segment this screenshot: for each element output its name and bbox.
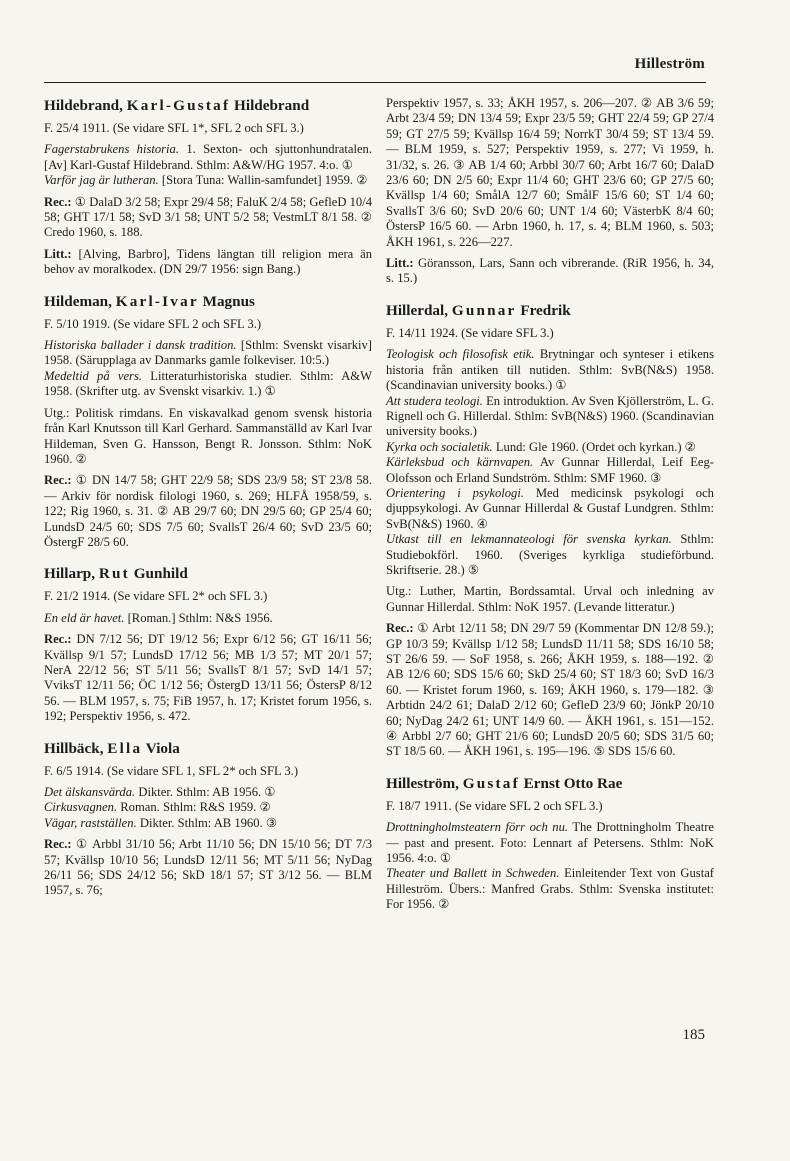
work-item: Teologisk och filosofisk etik. Brytningar och synteser i etikens historia från antiken till nutiden. Sthlm: SvB(N&S) 1958. (Scandinavian university books.) ① bbox=[386, 347, 714, 393]
work-item: Att studera teologi. En introduktion. Av Sven Kjöllerström, L. G. Rignell och G. Hillerdal. Sthlm: SvB(N&S) 1960. (Scandinavian university books.) bbox=[386, 393, 714, 439]
entry-hillestrom bbox=[386, 774, 714, 913]
entry-bio: F. 5/10 1919. (Se vidare SFL 2 och SFL 3.) bbox=[44, 316, 262, 331]
entry-bio: F. 14/11 1924. (Se vidare SFL 3.) bbox=[386, 325, 554, 340]
literature: Litt.: [Alving, Barbro], Tidens längtan till religion mera än behov av moralkodex. (DN 29/7 1956: sign Bang.) bbox=[44, 246, 372, 277]
entry-hillback-continued bbox=[386, 96, 714, 287]
entry-heading: Hillarp, Rut Gunhild bbox=[44, 565, 188, 583]
reviews: Rec.: ① Arbt 12/11 58; DN 29/7 59 (Kommentar DN 12/8 59.); GP 10/3 59; Kvällsp 1/12 58; LundsD 11/11 58; SDS 16/10 58; ST 26/6 59. — SoF 1958, s. 266; ÅKH 1959, s. 188—192. ② AB 12/6 60; SDS 15/6 60; SkD 25/4 60; ST 18/3 60; SvD 16/3 60. — Kristet forum 1960, s. 169; ÅKH 1960, s. 179—182. ③ Arbtidn 24/2 61; DalaD 2/12 60; GefleD 23/9 60; JönkP 20/10 60; NyDag 24/2 61; UNT 14/9 60. — ÅKH 1961, s. 151—152. ④ Arbbl 2/7 60; GHT 21/6 60; LundsD 20/5 60; SDS 31/5 60; ST 18/5 60. — ÅKH 1961, s. 195—196. ⑤ SDS 15/6 60. bbox=[386, 621, 714, 759]
left-column bbox=[44, 96, 372, 913]
running-head: Hilleström bbox=[634, 56, 705, 72]
entry-hillback bbox=[44, 739, 372, 899]
work-item: Vägar, rastställen. Dikter. Sthlm: AB 1960. ③ bbox=[44, 815, 278, 830]
entry-heading: Hildeman, Karl-Ivar Magnus bbox=[44, 292, 255, 310]
work-item: Cirkusvagnen. Roman. Sthlm: R&S 1959. ② bbox=[44, 800, 271, 815]
entry-hillerdal bbox=[386, 301, 714, 760]
work-item: Det älskansvärda. Dikter. Sthlm: AB 1956. ① bbox=[44, 785, 276, 799]
work-item: En eld är havet. [Roman.] Sthlm: N&S 1956. bbox=[44, 610, 273, 625]
right-column bbox=[386, 96, 714, 927]
entry-heading: Hildebrand, Karl-Gustaf Hildebrand bbox=[44, 97, 310, 114]
work-item: Fagerstabrukens historia. 1. Sexton- och sjuttonhundratalen. [Av] Karl-Gustaf Hildebrand. Sthlm: A&W/HG 1957. 4:o. ① bbox=[44, 142, 372, 172]
entry-heading: Hilleström, Gustaf Ernst Otto Rae bbox=[386, 774, 623, 792]
entry-bio: F. 21/2 1914. (Se vidare SFL 2* och SFL 3.) bbox=[44, 589, 268, 604]
works-list bbox=[44, 611, 372, 626]
entry-bio: F. 18/7 1911. (Se vidare SFL 2 och SFL 3.) bbox=[386, 798, 603, 813]
reviews: Rec.: DN 7/12 56; DT 19/12 56; Expr 6/12 56; GT 16/11 56; Kvällsp 9/1 57; LundsD 17/12 56; MB 1/3 57; MT 20/1 57; NerA 22/12 56; ST 5/11 56; SvallsT 8/1 57; SvD 14/1 57; VviksT 12/11 56; ÖC 1/12 56; ÖstergD 13/11 56; ÖstersP 8/12 56. — BLM 1957, s. 75; FiB 1957, h. 17; Kristet forum 1956, s. 192; Perspektiv 1956, s. 472. bbox=[44, 632, 372, 724]
editions: Utg.: Luther, Martin, Bordssamtal. Urval och inledning av Gunnar Hillerdal. Sthlm: NoK 1957. (Levande litteratur.) bbox=[386, 584, 714, 614]
reviews: Rec.: ① DalaD 3/2 58; Expr 29/4 58; FaluK 2/4 58; GefleD 10/4 58; GHT 17/1 58; SvD 3/1 58; UNT 5/2 58; VestmLT 8/1 58. ② Credo 1960, s. 188. bbox=[44, 194, 373, 240]
entry-hillarp bbox=[44, 564, 372, 724]
work-item: Theater und Ballett in Schweden. Einleitender Text von Gustaf Hilleström. Übers.: Manfred Grabs. Sthlm: Svenska institutet: For 1956. ② bbox=[386, 866, 714, 912]
work-item: Orientering i psykologi. Med medicinsk psykologi och djuppsykologi. Av Gunnar Hillerdal & Gustaf Lundgren. Sthlm: SvB(N&S) 1960. ④ bbox=[386, 485, 714, 531]
entry-hildeman bbox=[44, 292, 372, 551]
works-list bbox=[44, 338, 372, 400]
editions: Utg.: Politisk rimdans. En viskavalkad genom svensk historia från Karl Knutsson till Karl Gerhard. Sammanställd av Karl Ivar Hildeman, Sven G. Hansson, Bengt R. Jonsson. Sthlm: NoK 1960. ② bbox=[44, 405, 372, 466]
literature: Litt.: Göransson, Lars, Sann och vibrerande. (RiR 1956, h. 34, s. 15.) bbox=[386, 256, 715, 286]
work-item: Varför jag är lutheran. [Stora Tuna: Wallin-samfundet] 1959. ② bbox=[44, 173, 368, 188]
reviews: Rec.: ① Arbbl 31/10 56; Arbt 11/10 56; DN 15/10 56; DT 7/3 57; Kvällsp 10/10 56; LundsD 12/11 56; MT 5/11 56; NyDag 26/11 56; SDS 24/12 56; SkD 18/1 57; ST 3/12 56. — BLM 1957, s. 76; bbox=[44, 837, 372, 898]
work-item: Historiska ballader i dansk tradition. [Sthlm: Svenskt visarkiv] 1958. (Särupplaga av Danmarks gamle folkeviser. 10:5.) bbox=[44, 338, 372, 368]
entry-hildebrand bbox=[44, 96, 372, 278]
entry-bio: F. 6/5 1914. (Se vidare SFL 1, SFL 2* och SFL 3.) bbox=[44, 763, 299, 778]
work-item: Kyrka och socialetik. Lund: Gle 1960. (Ordet och kyrkan.) ② bbox=[386, 439, 696, 454]
work-item: Medeltid på vers. Litteraturhistoriska studier. Sthlm: A&W 1958. (Skrifter utg. av Svenskt visarkiv. 1.) ① bbox=[44, 368, 372, 399]
entry-bio: F. 25/4 1911. (Se vidare SFL 1*, SFL 2 och SFL 3.) bbox=[44, 121, 304, 135]
work-item: Drottningholmsteatern förr och nu. The Drottningholm Theatre — past and present. Foto: Lennart af Petersens. Sthlm: NoK 1956. 4:o. ① bbox=[386, 820, 714, 866]
reviews-continued: Perspektiv 1957, s. 33; ÅKH 1957, s. 206—207. ② AB 3/6 59; Arbt 23/4 59; DN 13/4 59; Expr 23/5 59; GHT 22/4 59; GP 27/4 59; GT 27/5 59; Kvällsp 16/4 59; NorrkT 30/4 59; ST 13/4 59. — BLM 1959, s. 527; Perspektiv 1959, s. 277; Vi 1959, h. 31/32, s. 26. ③ AB 1/4 60; Arbbl 30/7 60; Arbt 16/7 60; DalaD 23/6 60; DN 2/5 60; Expr 11/4 60; GHT 23/6 60; GP 27/5 60; Kvällsp 1/4 60; SmålA 12/7 60; SmålF 15/6 60; ST 1/4 60; SvallsT 3/6 60; SvD 20/6 60; UNT 1/4 60; VästerbK 8/4 60; ÖstersP 16/5 60. — Arbn 1960, h. 17, s. 4; BLM 1960, s. 503; ÅKH 1961, s. 226—227. bbox=[386, 96, 714, 249]
reviews: Rec.: ① DN 14/7 58; GHT 22/9 58; SDS 23/9 58; ST 23/8 58. — Arkiv för nordisk filologi 1960, s. 269; HLFÅ 1958/59, s. 122; Rig 1960, s. 31. ② AB 29/7 60; DN 29/5 60; GP 25/4 60; LundsD 24/5 60; SDS 7/5 60; SvallsT 26/4 60; SvD 23/5 60; ÖstergF 28/5 60. bbox=[44, 473, 372, 549]
page-number: 185 bbox=[682, 1027, 705, 1043]
work-item: Utkast till en lekmannateologi för svenska kyrkan. Sthlm: Studiebokförl. 1960. (Sveriges kyrkliga studieförbund. Skriftserie. 28.) ⑤ bbox=[386, 532, 714, 577]
header-rule bbox=[44, 82, 706, 83]
works-list bbox=[386, 347, 714, 578]
works-list bbox=[44, 142, 372, 188]
works-list bbox=[44, 785, 372, 831]
work-item: Kärleksbud och kärnvapen. Av Gunnar Hillerdal, Leif Eeg-Olofsson och Erland Sundström. Sthlm: SMF 1960. ③ bbox=[386, 455, 714, 485]
entry-heading: Hillerdal, Gunnar Fredrik bbox=[386, 301, 571, 319]
entry-heading: Hillbäck, Ella Viola bbox=[44, 739, 180, 757]
works-list bbox=[386, 820, 714, 912]
